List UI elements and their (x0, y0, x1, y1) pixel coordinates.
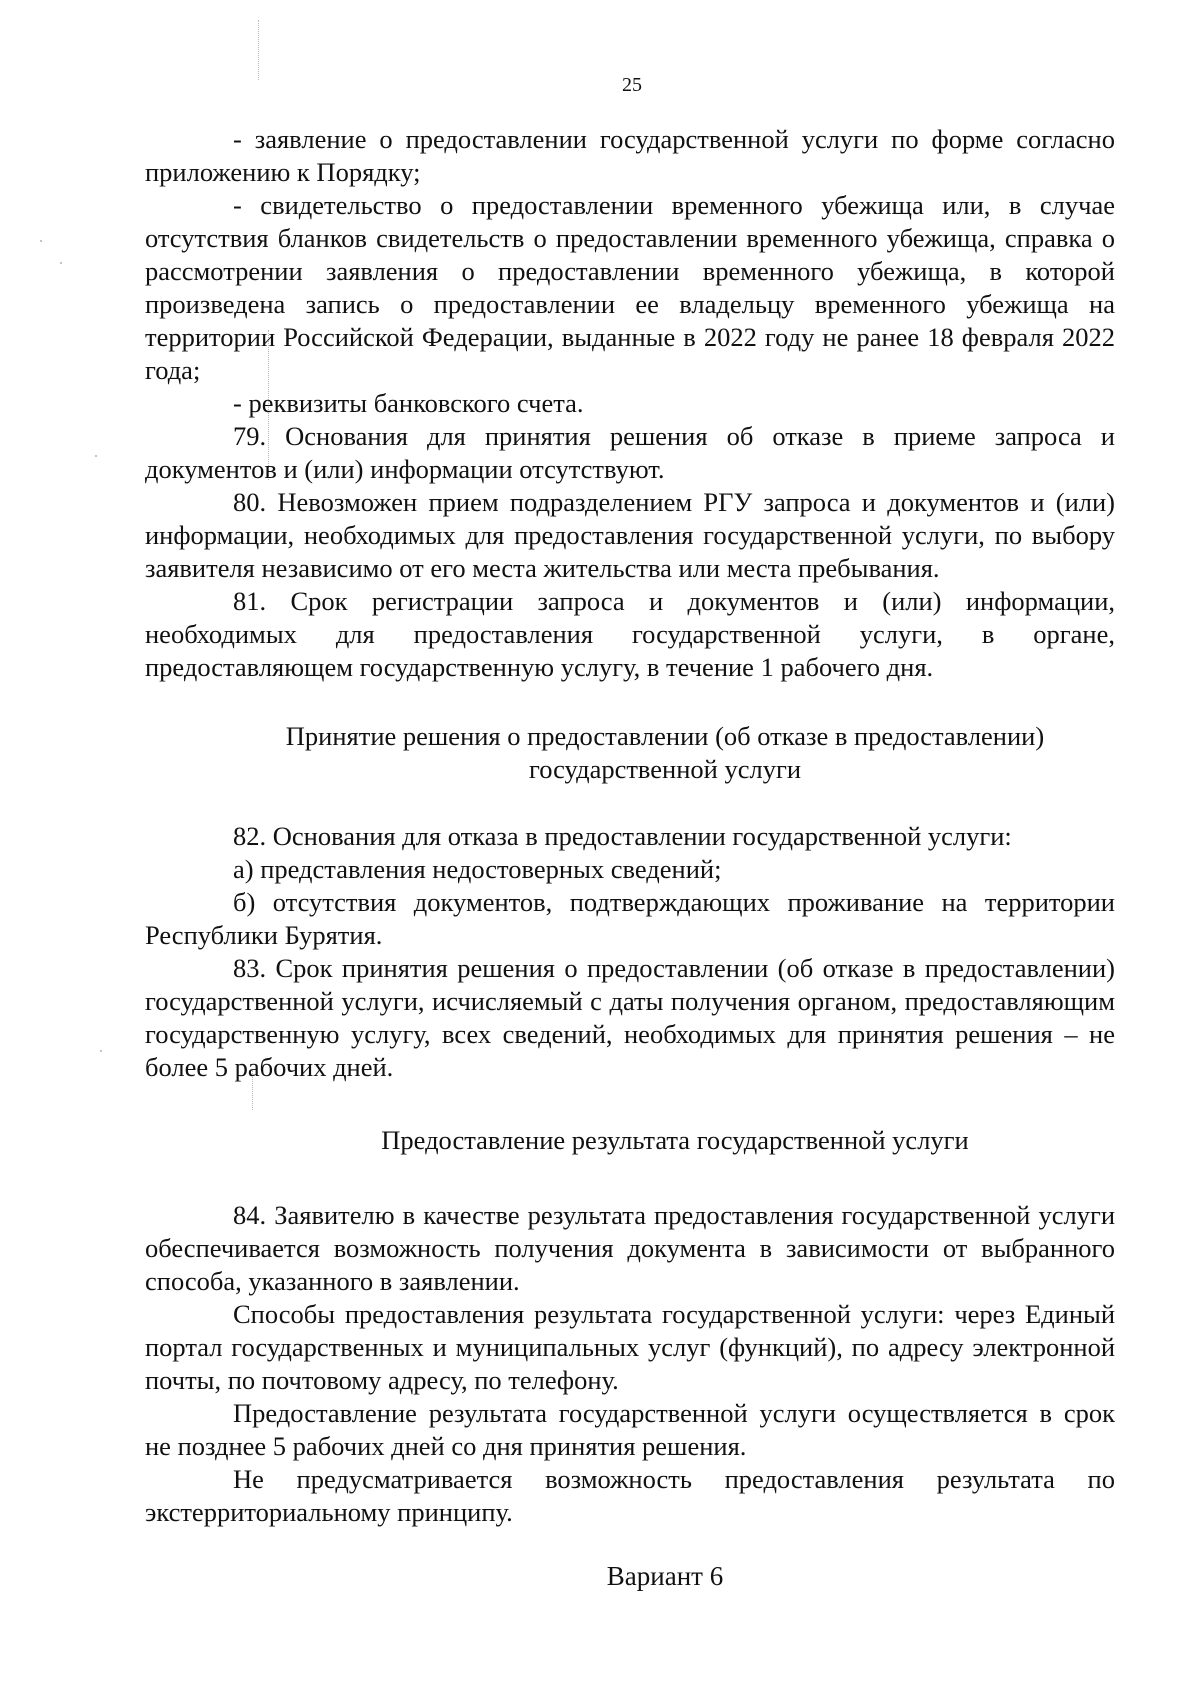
scan-artifact-speck (40, 240, 42, 242)
section-heading-result (145, 1124, 1115, 1157)
section-heading-line: Предоставление результата государственной услуги (381, 1125, 969, 1155)
clause-80: 80. Невозможен прием подразделением РГУ запроса и документов и (или) информации, необходимых для предоставления государственной услуги, по выбору заявителя независимо от его места жительства или места пребывания. (145, 487, 1115, 583)
clause-81: 81. Срок регистрации запроса и документов и (или) информации, необходимых для предоставления государственной услуги, в органе, предоставляющем государственную услугу, в течение 1 рабочего дня. (145, 586, 1115, 682)
variant-heading: Вариант 6 (606, 1561, 724, 1591)
section-heading-line: государственной услуги (528, 754, 802, 784)
list-item: а) представления недостоверных сведений; (233, 854, 722, 884)
section-heading-line: Принятие решения о предоставлении (об отказе в предоставлении) (285, 721, 1045, 751)
section-heading-decision (145, 720, 1115, 786)
list-item: - реквизиты банковского счета. (233, 388, 584, 418)
clause-83: 83. Срок принятия решения о предоставлении (об отказе в предоставлении) государственной услуги, исчисляемый с даты получения органом, предоставляющим государственную услугу, всех сведений, необходимых для принятия решения – не более 5 рабочих дней. (145, 953, 1115, 1082)
list-item: - свидетельство о предоставлении временного убежища или, в случае отсутствия бланков свидетельств о предоставлении временного убежища, справка о рассмотрении заявления о предоставлении временного убежища, в которой произведена запись о предоставлении ее владельцу временного убежища на территории Российской Федерации, выданные в 2022 году не ранее 18 февраля 2022 года; (145, 190, 1115, 385)
scan-artifact-speck (60, 262, 62, 264)
paragraph: Не предусматривается возможность предоставления результата по экстерриториальному принципу. (145, 1464, 1115, 1527)
list-item: - заявление о предоставлении государственной услуги по форме согласно приложению к Порядку; (145, 124, 1115, 187)
list-item: б) отсутствия документов, подтверждающих проживание на территории Республики Бурятия. (145, 887, 1115, 950)
paragraph: Предоставление результата государственной услуги осуществляется в срок не позднее 5 рабочих дней со дня принятия решения. (145, 1398, 1115, 1461)
scan-artifact-line (258, 20, 259, 80)
page-number: 25 (622, 74, 642, 96)
scan-artifact-speck (100, 1050, 102, 1052)
clause-79: 79. Основания для принятия решения об отказе в приеме запроса и документов и (или) информации отсутствуют. (145, 421, 1115, 484)
clause-84: 84. Заявителю в качестве результата предоставления государственной услуги обеспечивается возможность получения документа в зависимости от выбранного способа, указанного в заявлении. (145, 1200, 1115, 1296)
document-body (145, 123, 1115, 1529)
scan-artifact-speck (95, 455, 97, 457)
clause-82: 82. Основания для отказа в предоставлении государственной услуги: (233, 821, 1012, 851)
paragraph: Способы предоставления результата государственной услуги: через Единый портал государственных и муниципальных услуг (функций), по адресу электронной почты, по почтовому адресу, по телефону. (145, 1299, 1115, 1395)
